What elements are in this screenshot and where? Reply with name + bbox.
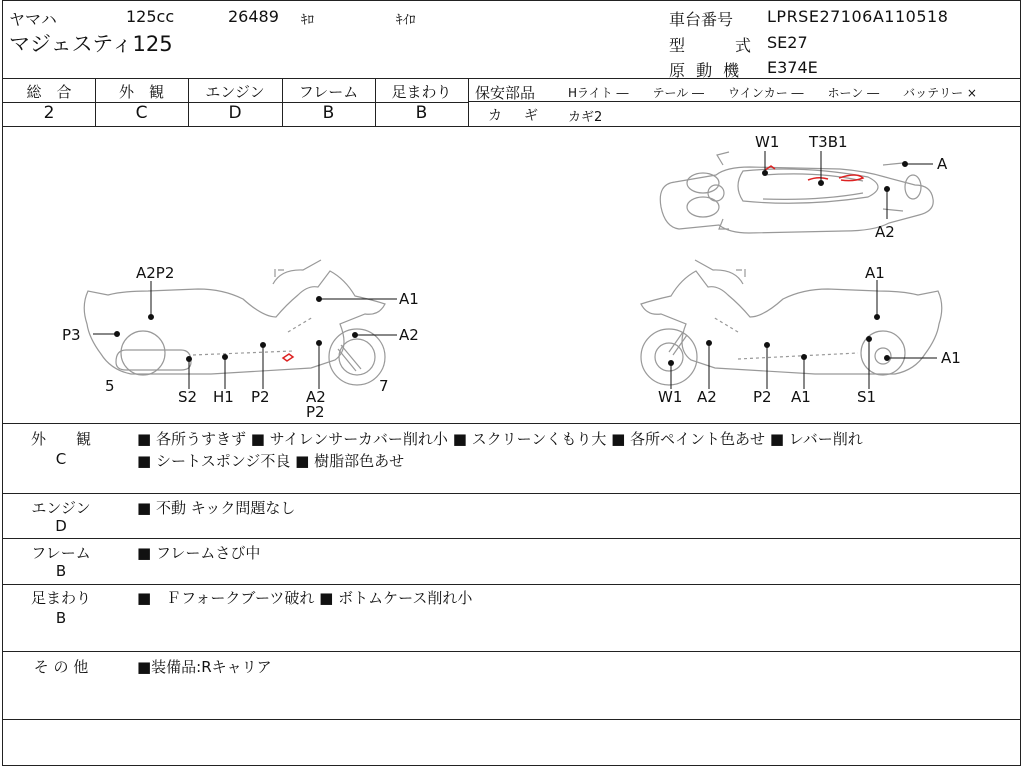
mark-left-a1: A1 (399, 290, 419, 308)
mark-top-a2: A2 (875, 223, 895, 241)
mileage: 26489 (228, 7, 279, 26)
maker: ヤマハ (9, 10, 57, 29)
remark-other-line1: ■装備品:Rキャリア (137, 658, 272, 676)
frame-no-label: 車台番号 (669, 10, 734, 29)
mark-left-h1: H1 (213, 388, 234, 406)
mark-left-a2b: A2 (306, 388, 326, 406)
type-label: 型 式 (669, 36, 758, 55)
remark-other-label: そ の 他 (33, 658, 89, 676)
mark-left-p2b: P2 (306, 403, 325, 421)
inspection-sheet (2, 0, 1021, 766)
safety-items: Hライト ― テール ― ウインカー ― ホーン ― バッテリー × (568, 86, 977, 100)
scooter-top-view (660, 152, 933, 233)
remark-suspension-line1: ■ Ｆフォークブーツ破れ ■ ボトムケース削れ小 (137, 589, 473, 607)
engine-value: E374E (767, 58, 818, 77)
remark-suspension-grade: B (55, 609, 67, 627)
displacement: 125cc (126, 7, 175, 26)
grade-overall-label: 総 合 (26, 83, 72, 101)
grade-frame-label: フレーム (298, 83, 359, 101)
mark-left-7: 7 (379, 377, 389, 395)
keys-value: カギ2 (568, 110, 603, 125)
remark-exterior-line2: ■ シートスポンジ不良 ■ 樹脂部色あせ (137, 452, 405, 470)
grade-overall-value: 2 (43, 103, 55, 123)
scooter-right-view (641, 260, 942, 385)
mark-right-a1: A1 (865, 264, 885, 282)
mark-left-p3: P3 (62, 326, 81, 344)
engine-label: 原 動 機 (669, 61, 743, 80)
scooter-left-view (84, 260, 385, 385)
remark-frame-label: フレーム (31, 544, 91, 562)
mark-right-a1b: A1 (941, 349, 961, 367)
mark-right-w1: W1 (658, 388, 683, 406)
frame-no: LPRSE27106A110518 (767, 7, 949, 26)
model-name: マジェスティ125 (9, 32, 173, 56)
mark-top-w1: W1 (755, 133, 780, 151)
keys-label: カ ギ (488, 108, 542, 124)
remark-exterior-line1: ■ 各所うすきず ■ サイレンサーカバー削れ小 ■ スクリーンくもり大 ■ 各所ペイント色あせ ■ レバー削れ (137, 430, 863, 448)
grade-exterior-label: 外 観 (118, 83, 164, 101)
mark-right-s1: S1 (857, 388, 877, 406)
mark-left-p2: P2 (251, 388, 270, 406)
grade-engine-label: エンジン (205, 83, 265, 101)
grade-frame-value: B (322, 103, 335, 123)
mark-right-a1c: A1 (791, 388, 811, 406)
mark-right-p2: P2 (753, 388, 772, 406)
grade-exterior-value: C (135, 103, 148, 123)
mark-top-t3b1: T3B1 (809, 133, 848, 151)
remark-frame-grade: B (55, 562, 67, 580)
mark-left-a2: A2 (399, 326, 419, 344)
mileage-unit: ｷﾛ (301, 13, 314, 28)
remark-exterior-grade: C (55, 450, 67, 468)
damage-diagram (3, 127, 1020, 423)
mark-left-5: 5 (105, 377, 115, 395)
remark-engine-grade: D (55, 517, 67, 535)
grade-suspension-value: B (415, 103, 428, 123)
mark-right-a2: A2 (697, 388, 717, 406)
remark-exterior-label: 外 観 (30, 430, 91, 448)
remark-engine-label: エンジン (31, 499, 91, 517)
mark-left-s2: S2 (178, 388, 198, 406)
remark-engine-line1: ■ 不動 キック問題なし (137, 499, 296, 517)
safety-label: 保安部品 (475, 84, 536, 102)
remark-frame-line1: ■ フレームさび中 (137, 544, 261, 562)
mark-top-a: A (937, 155, 948, 173)
grade-suspension-label: 足まわり (391, 83, 452, 101)
grade-engine-value: D (228, 103, 242, 123)
type-value: SE27 (767, 33, 808, 52)
mark-left-a2p2: A2P2 (136, 264, 175, 282)
remark-suspension-label: 足まわり (30, 589, 91, 607)
mileage-note: ｷｲﾛ (396, 13, 416, 28)
